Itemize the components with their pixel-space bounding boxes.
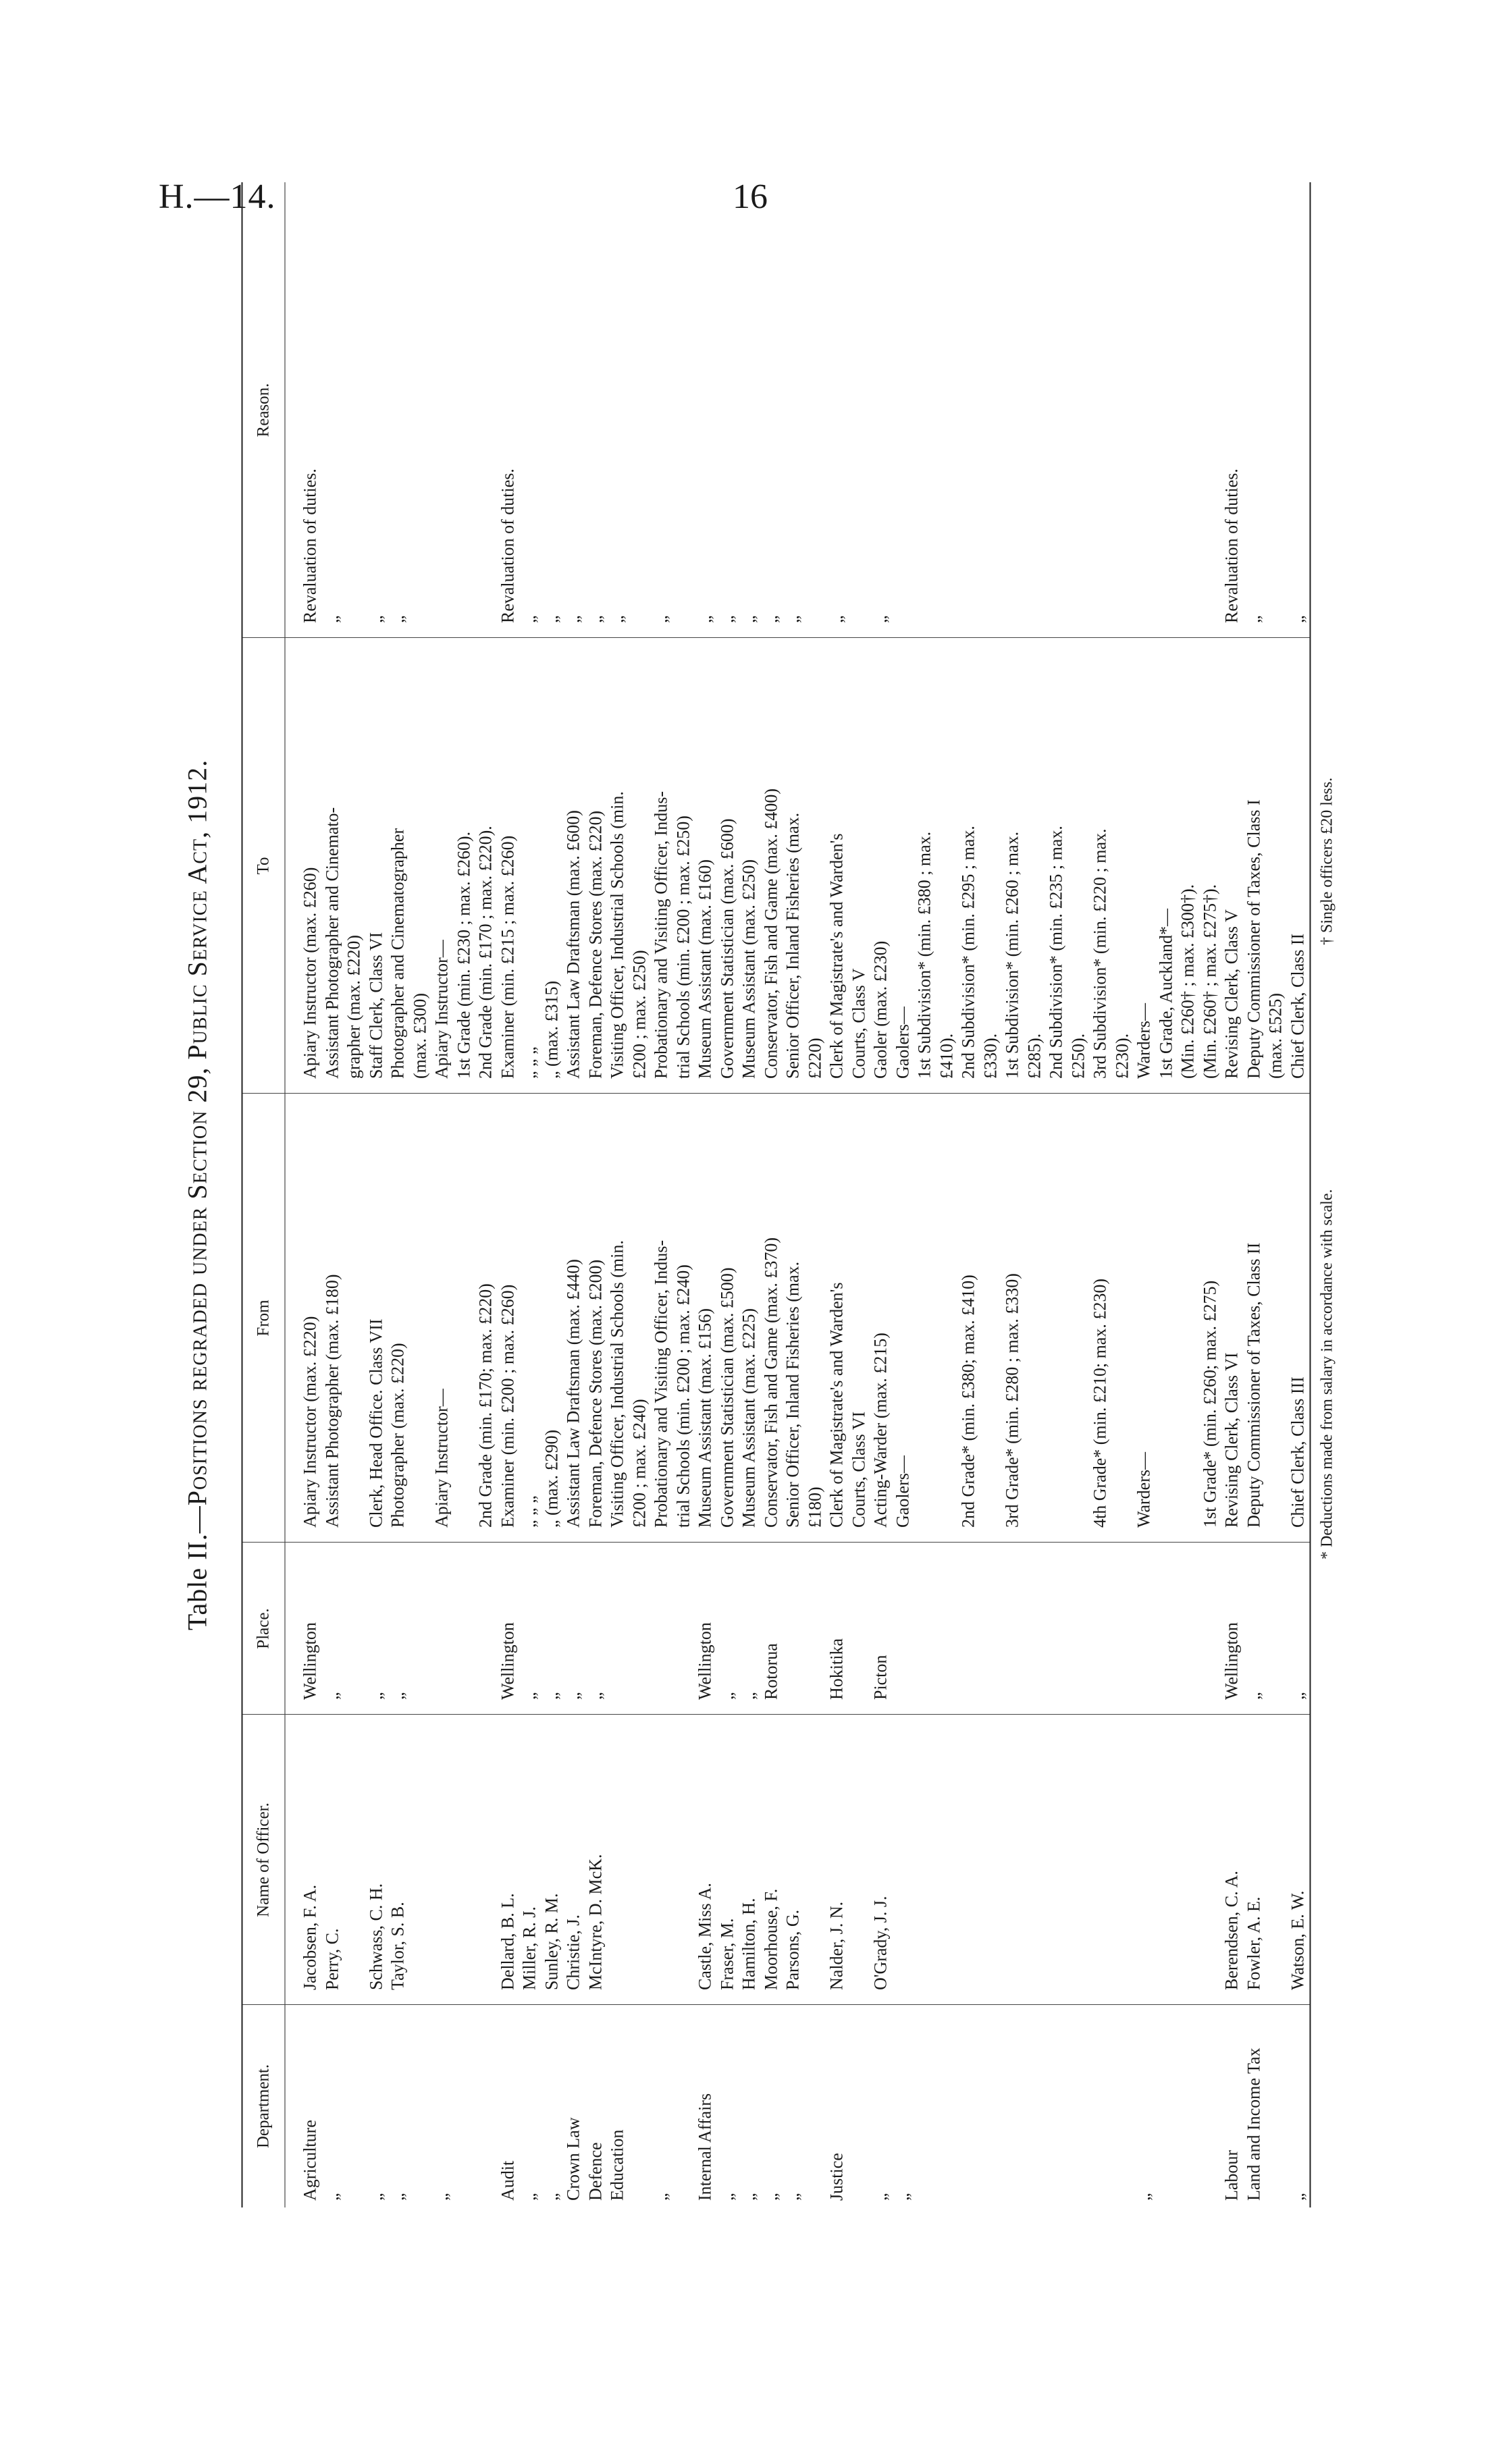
cell-to: 1st Grade (min. £230 ; max. £260).	[454, 831, 473, 1079]
cell-to: Probationary and Visiting Officer, Indus-	[651, 791, 671, 1079]
cell-dept: „	[739, 2193, 759, 2201]
cell-name: Nalder, J. N.	[826, 1901, 847, 1990]
cell-dept: „	[651, 2193, 671, 2201]
cell-reason: „	[1288, 615, 1307, 623]
table-row	[541, 182, 562, 2207]
table-row	[1244, 182, 1264, 2207]
cell-to: Photographer and Cinematographer	[388, 828, 408, 1079]
table-row	[1178, 182, 1198, 2207]
cell-place: „	[322, 1692, 342, 1700]
col-header-officer: Name of Officer.	[243, 1715, 286, 2005]
table-row	[849, 182, 869, 2207]
cell-from: 3rd Grade* (min. £280 ; max. £330)	[1002, 1273, 1022, 1528]
cell-name: Castle, Miss A.	[695, 1883, 715, 1990]
cell-to: (Min. £260† ; max. £275†).	[1200, 884, 1219, 1079]
cell-dept: Crown Law	[563, 2117, 583, 2201]
cell-from: Photographer (max. £220)	[388, 1343, 408, 1528]
cell-dept: „	[519, 2193, 539, 2201]
cell-reason: „	[322, 615, 342, 623]
footnote-star: * Deductions made from salary in accordance with scale.	[1318, 1189, 1336, 1559]
cell-from: Museum Assistant (max. £156)	[695, 1308, 715, 1528]
cell-to: £330).	[980, 1033, 1000, 1079]
cell-reason: „	[388, 615, 408, 623]
cell-from: Apiary Instructor (max. £220)	[300, 1316, 320, 1528]
table-row	[673, 182, 693, 2207]
cell-place: Wellington	[695, 1622, 715, 1700]
cell-place: Picton	[870, 1655, 891, 1700]
cell-dept: „	[541, 2193, 561, 2201]
table-row	[1003, 182, 1023, 2207]
cell-dept: „	[431, 2193, 452, 2201]
cell-name: Christie, J.	[563, 1914, 583, 1990]
table-row	[629, 182, 650, 2207]
cell-place: Hokitika	[826, 1638, 847, 1700]
cell-to: Conservator, Fish and Game (max. £400)	[761, 788, 781, 1079]
cell-from: Apiary Instructor—	[431, 1389, 452, 1528]
cell-dept: „	[783, 2193, 803, 2201]
cell-to: grapher (max. £220)	[344, 935, 364, 1079]
page-reference: H.—14.	[159, 178, 276, 216]
table-row	[300, 182, 321, 2207]
footnote-dagger: † Single officers £20 less.	[1318, 777, 1336, 945]
cell-to: Museum Assistant (max. £250)	[739, 859, 759, 1079]
cell-to: £220)	[805, 1038, 824, 1079]
cell-from: Courts, Class VI	[849, 1411, 868, 1528]
table-title	[182, 169, 213, 2221]
col-header-to: To	[243, 638, 286, 1094]
table-title-rest: Positions regraded under Section 29, Public Service Act, 1912.	[182, 759, 213, 1506]
cell-reason: „	[607, 615, 627, 623]
cell-to: Senior Officer, Inland Fisheries (max.	[783, 812, 803, 1079]
cell-from: Revising Clerk, Class VI	[1221, 1352, 1242, 1528]
cell-to: Courts, Class V	[849, 968, 868, 1079]
cell-dept: „	[717, 2193, 737, 2201]
cell-reason: „	[519, 615, 539, 623]
table-title-prefix: Table II.—	[182, 1505, 213, 1631]
cell-reason: „	[870, 615, 891, 623]
cell-dept: „	[366, 2193, 386, 2201]
col-header-place: Place.	[243, 1543, 286, 1715]
cell-from: Warders—	[1134, 1452, 1154, 1528]
cell-dept: Defence	[585, 2142, 605, 2201]
cell-from: Foreman, Defence Stores (max. £200)	[585, 1259, 605, 1528]
cell-reason: „	[761, 615, 781, 623]
cell-to: (Min. £260† ; max. £300†).	[1178, 884, 1198, 1079]
cell-reason: Revaluation of duties.	[1221, 468, 1242, 623]
cell-place: „	[388, 1692, 408, 1700]
cell-place: „	[366, 1692, 386, 1700]
cell-place: „	[1244, 1692, 1263, 1700]
cell-to: £230).	[1112, 1033, 1132, 1079]
cell-to: 2nd Grade (min. £170 ; max. £220).	[475, 826, 496, 1079]
cell-from: £200 ; max. £240)	[629, 1399, 649, 1528]
cell-to: Warders—	[1134, 1003, 1154, 1079]
table-row	[652, 182, 672, 2207]
cell-dept: Justice	[826, 2153, 847, 2201]
cell-to: Foreman, Defence Stores (max. £220)	[585, 810, 605, 1079]
cell-from: Clerk of Magistrate's and Warden's	[826, 1282, 847, 1528]
table-row	[585, 182, 606, 2207]
cell-place: Wellington	[498, 1622, 517, 1700]
cell-dept: „	[388, 2193, 408, 2201]
table-row	[871, 182, 891, 2207]
cell-place: „	[563, 1692, 583, 1700]
cell-reason: „	[1244, 615, 1263, 623]
cell-name: Miller, R. J.	[519, 1906, 539, 1990]
table-row	[344, 182, 365, 2207]
page-number: 16	[733, 178, 768, 216]
cell-to: £250).	[1068, 1033, 1088, 1079]
cell-dept: „	[761, 2193, 781, 2201]
cell-from: Chief Clerk, Class III	[1288, 1376, 1307, 1528]
cell-to: „ „ „	[519, 1046, 539, 1079]
cell-dept: Land and Income Tax	[1244, 2047, 1263, 2201]
cell-to: Assistant Law Draftsman (max. £600)	[563, 810, 583, 1079]
cell-dept: „	[1288, 2193, 1307, 2201]
cell-place: „	[1288, 1692, 1307, 1700]
cell-name: Jacobsen, F. A.	[300, 1884, 320, 1990]
cell-from: Gaolers—	[893, 1455, 912, 1528]
cell-name: Moorhouse, F.	[761, 1888, 781, 1990]
cell-place: „	[585, 1692, 605, 1700]
cell-to: 2nd Subdivision* (min. £295 ; max.	[958, 826, 978, 1079]
table-row	[1266, 182, 1286, 2207]
table-row	[1156, 182, 1176, 2207]
cell-to: £200 ; max. £250)	[629, 950, 649, 1079]
table-row	[1068, 182, 1088, 2207]
cell-place: Rotorua	[761, 1643, 781, 1700]
cell-from: Museum Assistant (max. £225)	[739, 1308, 759, 1528]
cell-to: £285).	[1024, 1033, 1044, 1079]
table-row	[432, 182, 452, 2207]
table-row	[520, 182, 540, 2207]
table-row	[322, 182, 342, 2207]
table-row	[1134, 182, 1155, 2207]
cell-from: 1st Grade* (min. £260; max. £275)	[1200, 1280, 1219, 1528]
table-row	[388, 182, 408, 2207]
cell-name: Perry, C.	[322, 1928, 342, 1990]
cell-to: Museum Assistant (max. £160)	[695, 859, 715, 1079]
cell-from: Acting-Warder (max. £215)	[870, 1333, 891, 1528]
table-row	[761, 182, 781, 2207]
cell-reason: Revaluation of duties.	[498, 468, 517, 623]
cell-from: Assistant Law Draftsman (max. £440)	[563, 1259, 583, 1528]
table-row	[739, 182, 760, 2207]
cell-reason: „	[826, 615, 847, 623]
cell-dept: Audit	[498, 2160, 517, 2201]
table-row	[827, 182, 847, 2207]
cell-to: „ (max. £315)	[541, 980, 561, 1079]
cell-place: „	[717, 1692, 737, 1700]
cell-to: Visiting Officer, Industrial Schools (min.	[607, 791, 627, 1079]
table-row	[805, 182, 825, 2207]
cell-from: Clerk, Head Office. Class VII	[366, 1318, 386, 1528]
cell-name: McIntyre, D. McK.	[585, 1854, 605, 1990]
table-row	[366, 182, 386, 2207]
cell-reason: „	[651, 615, 671, 623]
cell-to: Apiary Instructor (max. £260)	[300, 867, 320, 1079]
cell-from: Probationary and Visiting Officer, Indus-	[651, 1239, 671, 1528]
cell-name: Dellard, B. L.	[498, 1893, 517, 1990]
cell-from: trial Schools (min. £200 ; max. £240)	[673, 1264, 693, 1528]
cell-place: Wellington	[300, 1622, 320, 1700]
cell-from: £180)	[805, 1487, 824, 1528]
cell-reason: „	[783, 615, 803, 623]
table-row	[476, 182, 496, 2207]
cell-to: Revising Clerk, Class V	[1221, 909, 1242, 1079]
table-row	[695, 182, 716, 2207]
cell-to: 1st Subdivision* (min. £260 ; max.	[1002, 831, 1022, 1079]
cell-name: Berendsen, C. A.	[1221, 1871, 1242, 1990]
cell-to: (max. £525)	[1265, 992, 1286, 1079]
cell-reason: „	[739, 615, 759, 623]
cell-dept: Labour	[1221, 2149, 1242, 2201]
table-row	[936, 182, 957, 2207]
cell-to: Government Statistician (max. £600)	[717, 818, 737, 1079]
cell-from: „ „ „	[519, 1495, 539, 1528]
cell-reason: „	[695, 615, 715, 623]
cell-dept: Internal Affairs	[695, 2093, 715, 2201]
cell-dept: „	[322, 2193, 342, 2201]
cell-from: Deputy Commissioner of Taxes, Class II	[1244, 1242, 1263, 1528]
cell-from: Assistant Photographer (max. £180)	[322, 1274, 342, 1528]
cell-from: Conservator, Fish and Game (max. £370)	[761, 1237, 781, 1528]
table-row	[1090, 182, 1111, 2207]
cell-from: Examiner (min. £200 ; max. £260)	[498, 1284, 517, 1528]
cell-name: Taylor, S. B.	[388, 1902, 408, 1990]
cell-to: Apiary Instructor—	[431, 940, 452, 1079]
table-row	[454, 182, 474, 2207]
cell-to: (max. £300)	[410, 992, 429, 1079]
cell-from: Government Statistician (max. £500)	[717, 1267, 737, 1528]
table-row	[959, 182, 979, 2207]
cell-from: 2nd Grade (min. £170; max. £220)	[475, 1283, 496, 1528]
table-row	[1112, 182, 1132, 2207]
cell-reason: Revaluation of duties.	[300, 468, 320, 623]
cell-to: £410).	[936, 1033, 956, 1079]
cell-from: 4th Grade* (min. £210; max. £230)	[1090, 1279, 1110, 1528]
cell-to: Chief Clerk, Class II	[1288, 933, 1307, 1079]
table-row	[410, 182, 430, 2207]
cell-name: Schwass, C. H.	[366, 1883, 386, 1990]
cell-name: Fraser, M.	[717, 1918, 737, 1990]
table-row	[717, 182, 737, 2207]
table-row	[498, 182, 518, 2207]
cell-to: Staff Clerk, Class VI	[366, 932, 386, 1079]
cell-place: „	[541, 1692, 561, 1700]
table-row	[980, 182, 1001, 2207]
cell-reason: „	[366, 615, 386, 623]
cell-name: O'Grady, J. J.	[870, 1896, 891, 1990]
table-row	[1047, 182, 1067, 2207]
cell-name: Sunley, R. M.	[541, 1893, 561, 1990]
cell-name: Watson, E. W.	[1288, 1890, 1307, 1990]
table-row	[608, 182, 628, 2207]
cell-from: Visiting Officer, Industrial Schools (min.	[607, 1240, 627, 1528]
cell-to: Gaolers—	[893, 1007, 912, 1079]
cell-reason: „	[563, 615, 583, 623]
table-row	[1288, 182, 1308, 2207]
regrading-table	[242, 182, 1311, 2207]
col-header-reason: Reason.	[243, 182, 286, 638]
col-header-department: Department.	[243, 2005, 286, 2207]
cell-reason: „	[541, 615, 561, 623]
cell-reason: „	[585, 615, 605, 623]
rotated-table-region	[178, 169, 1363, 2221]
table-row	[915, 182, 935, 2207]
cell-to: Clerk of Magistrate's and Warden's	[826, 833, 847, 1079]
cell-to: Assistant Photographer and Cinemato-	[322, 807, 342, 1079]
col-header-from: From	[243, 1094, 286, 1543]
cell-to: Examiner (min. £215 ; max. £260)	[498, 835, 517, 1079]
cell-name: Parsons, G.	[783, 1909, 803, 1990]
table-row	[1222, 182, 1242, 2207]
cell-to: 2nd Subdivision* (min. £235 ; max.	[1046, 826, 1066, 1079]
cell-dept: „	[893, 2193, 912, 2201]
table-row	[1024, 182, 1045, 2207]
cell-from: Senior Officer, Inland Fisheries (max.	[783, 1261, 803, 1528]
cell-name: Hamilton, H.	[739, 1898, 759, 1990]
cell-to: Deputy Commissioner of Taxes, Class I	[1244, 799, 1263, 1079]
cell-dept: Agriculture	[300, 2120, 320, 2201]
table-row	[893, 182, 913, 2207]
cell-dept: „	[1134, 2193, 1154, 2201]
cell-to: 3rd Subdivision* (min. £220 ; max.	[1090, 828, 1110, 1079]
cell-dept: Education	[607, 2129, 627, 2201]
cell-place: Wellington	[1221, 1622, 1242, 1700]
cell-dept: „	[870, 2193, 891, 2201]
cell-place: „	[519, 1692, 539, 1700]
cell-to: Gaoler (max. £230)	[870, 940, 891, 1079]
cell-from: „ (max. £290)	[541, 1429, 561, 1528]
cell-to: trial Schools (min. £200 ; max. £250)	[673, 815, 693, 1079]
cell-reason: „	[717, 615, 737, 623]
cell-to: 1st Subdivision* (min. £380 ; max.	[914, 831, 934, 1079]
cell-from: 2nd Grade* (min. £380; max. £410)	[958, 1275, 978, 1528]
cell-to: 1st Grade, Auckland*—	[1156, 908, 1175, 1079]
cell-name: Fowler, A. E.	[1244, 1896, 1263, 1990]
table-row	[564, 182, 584, 2207]
table-row	[783, 182, 803, 2207]
table-row	[1200, 182, 1220, 2207]
cell-place: „	[739, 1692, 759, 1700]
